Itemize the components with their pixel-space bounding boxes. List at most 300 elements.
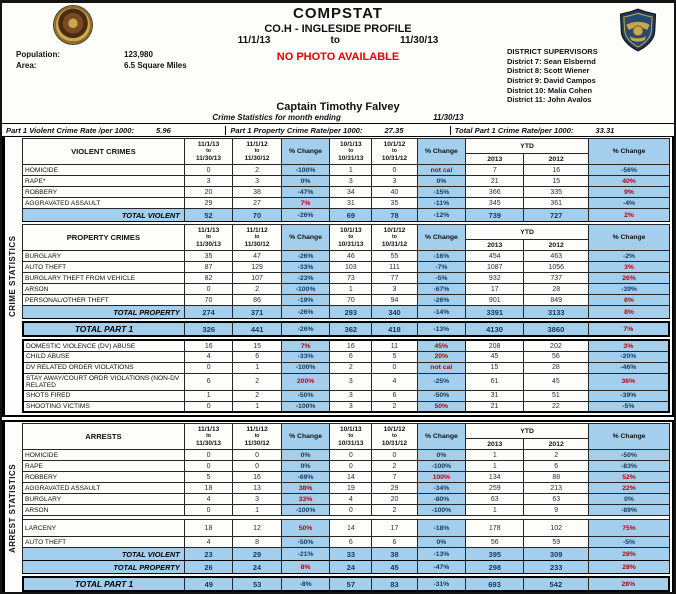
- stat-cell: 345: [466, 198, 524, 209]
- stat-cell: 3133: [524, 306, 589, 319]
- stat-cell: 17: [466, 284, 524, 295]
- stat-cell: 1087: [466, 262, 524, 273]
- pct-change-cell: -19%: [281, 295, 330, 306]
- stat-cell: 366: [466, 187, 524, 198]
- stat-cell: 6: [372, 390, 417, 401]
- table-row: [23, 450, 670, 461]
- stat-cell: 441: [233, 322, 281, 336]
- pct-change-cell: 3%: [588, 340, 669, 351]
- captain-name: Captain Timothy Falvey: [276, 101, 400, 114]
- pct-change-cell: -100%: [417, 505, 466, 516]
- stat-cell: 24: [233, 561, 282, 574]
- table-row: [23, 351, 669, 362]
- stat-cell: 3: [372, 176, 417, 187]
- stat-cell: 1: [330, 165, 372, 176]
- month-ending-date: 11/30/13: [433, 113, 464, 123]
- stat-cell: 13: [233, 483, 282, 494]
- stat-cell: 932: [466, 273, 524, 284]
- stat-cell: 70: [184, 295, 233, 306]
- pct-change-cell: -14%: [417, 306, 466, 319]
- pct-change-cell: 2%: [589, 209, 670, 222]
- table-row: [23, 362, 669, 373]
- pct-change-cell: -100%: [281, 284, 330, 295]
- pct-change-cell: 0%: [281, 450, 330, 461]
- section-title-cell: PROPERTY CRIMES: [23, 225, 185, 251]
- stat-cell: 22: [524, 401, 589, 412]
- date-range-column-header: 11/1/13 to 11/30/13: [184, 139, 233, 165]
- total-rate-label: Total Part 1 Crime Rate/per 1000:: [454, 125, 574, 135]
- month-ending-line: [2, 113, 674, 123]
- ytd-header: YTD: [466, 225, 589, 240]
- ytd-header: YTD: [466, 424, 589, 439]
- stat-cell: 0: [184, 450, 233, 461]
- stat-cell: 293: [330, 306, 372, 319]
- row-label: BURGLARY: [23, 494, 185, 505]
- stat-cell: 3: [233, 176, 282, 187]
- pct-change-cell: 33%: [281, 494, 330, 505]
- stat-cell: 34: [330, 187, 372, 198]
- pct-change-cell: -100%: [281, 165, 330, 176]
- pct-change-cell: 38%: [281, 483, 330, 494]
- month-ending-label: Crime Statistics for month ending: [212, 113, 341, 123]
- row-label: LARCENY: [23, 520, 185, 537]
- table-row: [23, 505, 670, 516]
- stat-cell: 33: [330, 548, 372, 561]
- row-label: TOTAL PART 1: [23, 577, 185, 591]
- ytd-header: YTD: [466, 139, 589, 154]
- stat-cell: 31: [465, 390, 523, 401]
- pct-change-header: % Change: [417, 139, 466, 165]
- crime-statistics-vertical-label: CRIME STATISTICS: [4, 137, 20, 415]
- supervisor-item: District 9: David Campos: [507, 76, 596, 86]
- stat-cell: 15: [465, 362, 523, 373]
- date-range-column-header: 10/1/12 to 10/31/12: [372, 424, 417, 450]
- pct-change-cell: 50%: [417, 401, 465, 412]
- date-range-column-header: 10/1/13 to 10/31/13: [330, 225, 372, 251]
- pct-change-cell: -50%: [281, 537, 330, 548]
- pct-change-cell: -39%: [588, 390, 669, 401]
- stat-cell: 0: [185, 362, 233, 373]
- crime-rates-bar: [2, 123, 674, 137]
- stat-cell: 134: [466, 472, 524, 483]
- stat-cell: 12: [233, 520, 282, 537]
- stat-cell: 94: [372, 295, 417, 306]
- date-range-column-header: 11/1/12 to 11/30/12: [233, 424, 282, 450]
- stat-cell: 6: [330, 537, 372, 548]
- pct-change-cell: 22%: [589, 483, 670, 494]
- stat-cell: 2: [233, 390, 281, 401]
- stat-cell: 70: [233, 209, 282, 222]
- report-subtitle: CO.H - INGLESIDE PROFILE: [264, 22, 412, 35]
- total-rate: [450, 126, 674, 135]
- stat-cell: 46: [330, 251, 372, 262]
- pct-change-cell: 28%: [588, 577, 669, 591]
- pct-change-header: % Change: [281, 225, 330, 251]
- stat-cell: 56: [466, 537, 524, 548]
- stat-cell: 274: [184, 306, 233, 319]
- stat-cell: 87: [184, 262, 233, 273]
- pct-change-cell: 36%: [588, 373, 669, 390]
- row-label: STAY AWAY/COURT ORDR VIOLATIONS (NON-DV RELATED: [23, 373, 185, 390]
- table-row: [23, 165, 670, 176]
- row-label: SHOOTING VICTIMS: [23, 401, 185, 412]
- stat-cell: 69: [330, 209, 372, 222]
- stat-cell: 6: [233, 351, 281, 362]
- row-label: TOTAL VIOLENT: [23, 548, 185, 561]
- stat-cell: 0: [330, 461, 372, 472]
- pct-change-cell: 7%: [588, 322, 669, 336]
- stat-cell: 73: [330, 273, 372, 284]
- stat-cell: 1: [466, 505, 524, 516]
- pct-change-cell: 0%: [281, 176, 330, 187]
- row-label: AUTO THEFT: [23, 262, 185, 273]
- stat-cell: 16: [185, 340, 233, 351]
- table-row: [23, 548, 670, 561]
- row-label: ROBBERY: [23, 187, 185, 198]
- stat-cell: 59: [524, 537, 589, 548]
- stat-cell: 1: [330, 284, 372, 295]
- stat-cell: 86: [233, 295, 282, 306]
- pct-change-header: % Change: [281, 424, 330, 450]
- pct-change-cell: 50%: [281, 520, 330, 537]
- arrests-table: [22, 423, 670, 574]
- stat-cell: 2: [372, 505, 417, 516]
- stat-cell: 178: [466, 520, 524, 537]
- stat-cell: 361: [524, 198, 589, 209]
- stat-cell: 16: [330, 340, 372, 351]
- pct-change-cell: -16%: [417, 251, 466, 262]
- ytd-2012-header: 2012: [524, 439, 589, 450]
- stat-cell: 0: [185, 401, 233, 412]
- pct-change-cell: 0%: [417, 176, 466, 187]
- pct-change-cell: -23%: [281, 273, 330, 284]
- stat-cell: 463: [524, 251, 589, 262]
- table-header-row: [23, 424, 670, 439]
- row-label: AUTO THEFT: [23, 537, 185, 548]
- violent-rate-value: 5.96: [156, 125, 171, 135]
- arrest-statistics-section: [2, 420, 674, 594]
- property-rate: [225, 126, 449, 135]
- stat-cell: 70: [330, 295, 372, 306]
- stat-cell: 395: [466, 548, 524, 561]
- stat-cell: 53: [233, 577, 281, 591]
- pct-change-cell: -2%: [589, 251, 670, 262]
- stat-cell: 2: [233, 373, 281, 390]
- stat-cell: 4: [185, 351, 233, 362]
- pct-change-cell: -11%: [417, 198, 466, 209]
- table-row: [23, 472, 670, 483]
- stat-cell: 208: [465, 340, 523, 351]
- date-range-column-header: 10/1/12 to 10/31/12: [372, 225, 417, 251]
- stat-cell: 77: [372, 273, 417, 284]
- stat-cell: 1056: [524, 262, 589, 273]
- stat-cell: 63: [466, 494, 524, 505]
- pct-change-cell: 52%: [589, 472, 670, 483]
- stat-cell: 7: [466, 165, 524, 176]
- stat-cell: 6: [330, 351, 372, 362]
- pct-change-cell: -5%: [588, 401, 669, 412]
- stat-cell: 14: [330, 472, 372, 483]
- date-from: 11/1/13: [237, 35, 271, 47]
- district-supervisors-block: [507, 47, 598, 105]
- row-label: TOTAL VIOLENT: [23, 209, 185, 222]
- row-label: AGGRAVATED ASSAULT: [23, 198, 185, 209]
- stat-cell: 298: [466, 561, 524, 574]
- row-label: RAPE: [23, 461, 185, 472]
- table-row: [23, 322, 669, 336]
- pct-change-cell: 28%: [589, 561, 670, 574]
- stat-cell: 28: [524, 284, 589, 295]
- stat-cell: 0: [233, 450, 282, 461]
- table-row: [23, 262, 670, 273]
- police-badge-icon: [618, 8, 658, 52]
- stat-cell: 0: [184, 505, 233, 516]
- arrest-total-part1-table: [22, 576, 670, 592]
- stat-cell: 29: [372, 483, 417, 494]
- section-title-cell: VIOLENT CRIMES: [23, 139, 185, 165]
- stat-cell: 542: [524, 577, 589, 591]
- stat-cell: 31: [330, 198, 372, 209]
- report-date-range: [2, 35, 674, 46]
- row-label: HOMICIDE: [23, 450, 185, 461]
- pct-change-cell: -26%: [281, 322, 329, 336]
- pct-change-cell: 28%: [589, 548, 670, 561]
- stat-cell: 7: [372, 472, 417, 483]
- stat-cell: 340: [372, 306, 417, 319]
- pct-change-cell: -50%: [281, 390, 329, 401]
- stat-cell: 1: [466, 450, 524, 461]
- date-to-label: to: [330, 35, 340, 47]
- stat-cell: 213: [524, 483, 589, 494]
- stat-cell: 309: [524, 548, 589, 561]
- section-title-cell: ARRESTS: [23, 424, 185, 450]
- stat-cell: 0: [233, 461, 282, 472]
- stat-cell: 2: [233, 284, 282, 295]
- pct-change-cell: -56%: [589, 165, 670, 176]
- supervisor-item: District 8: Scott Wiener: [507, 66, 590, 76]
- row-label: AGGRAVATED ASSAULT: [23, 483, 185, 494]
- pct-change-cell: 20%: [417, 351, 465, 362]
- pct-change-cell: -25%: [417, 373, 465, 390]
- stat-cell: 78: [372, 209, 417, 222]
- pct-change-cell: 0%: [281, 461, 330, 472]
- supervisor-item: District 10: Malia Cohen: [507, 85, 593, 95]
- stat-cell: 56: [524, 351, 589, 362]
- stat-cell: 61: [465, 373, 523, 390]
- stat-cell: 26: [184, 561, 233, 574]
- stat-cell: 3: [372, 284, 417, 295]
- table-row: [23, 251, 670, 262]
- stat-cell: 38: [233, 187, 282, 198]
- table-row: [23, 187, 670, 198]
- stat-cell: 28: [524, 362, 589, 373]
- pct-change-cell: -47%: [281, 187, 330, 198]
- stat-cell: 83: [372, 577, 417, 591]
- stat-cell: 1: [233, 505, 282, 516]
- row-label: SHOTS FIRED: [23, 390, 185, 401]
- pct-change-cell: 100%: [417, 472, 466, 483]
- stat-cell: 849: [524, 295, 589, 306]
- stat-cell: 3: [330, 390, 372, 401]
- pct-change-cell: not cal: [417, 165, 466, 176]
- pct-change-cell: -26%: [281, 251, 330, 262]
- table-header-row: [23, 225, 670, 240]
- stat-cell: 40: [372, 187, 417, 198]
- pct-change-cell: 6%: [589, 295, 670, 306]
- pct-change-header: % Change: [589, 424, 670, 450]
- stat-cell: 202: [524, 340, 589, 351]
- ytd-2012-header: 2012: [524, 240, 589, 251]
- stat-cell: 18: [184, 520, 233, 537]
- table-row: [23, 577, 669, 591]
- supervisor-item: District 7: Sean Elsbernd: [507, 56, 596, 66]
- violent-crimes-table: [22, 138, 670, 222]
- row-label: DOMESTIC VIOLENCE (DV) ABUSE: [23, 340, 185, 351]
- ytd-2013-header: 2013: [466, 240, 524, 251]
- pct-change-cell: -5%: [589, 537, 670, 548]
- stat-cell: 15: [233, 340, 281, 351]
- stat-cell: 63: [524, 494, 589, 505]
- arrest-tables-container: [20, 422, 672, 594]
- pct-change-cell: 7%: [281, 340, 329, 351]
- table-row: [23, 561, 670, 574]
- population-value: 123,980: [124, 50, 153, 60]
- stat-cell: 52: [184, 209, 233, 222]
- pct-change-cell: 40%: [589, 176, 670, 187]
- population-label: Population:: [16, 50, 60, 60]
- stat-cell: 57: [330, 577, 372, 591]
- stat-cell: 8: [233, 537, 282, 548]
- stat-cell: 17: [372, 520, 417, 537]
- pct-change-cell: -34%: [417, 483, 466, 494]
- stat-cell: 2: [372, 401, 417, 412]
- crime-total-part1-table: [22, 321, 670, 337]
- stat-cell: 18: [184, 483, 233, 494]
- stat-cell: 16: [233, 472, 282, 483]
- stat-cell: 5: [372, 351, 417, 362]
- date-range-column-header: 11/1/12 to 11/30/12: [233, 225, 282, 251]
- pct-change-cell: -67%: [417, 284, 466, 295]
- stat-cell: 326: [185, 322, 233, 336]
- stat-cell: 3391: [466, 306, 524, 319]
- stat-cell: 24: [330, 561, 372, 574]
- pct-change-cell: -100%: [417, 461, 466, 472]
- pct-change-cell: -83%: [589, 461, 670, 472]
- stat-cell: 51: [524, 390, 589, 401]
- table-row: [23, 295, 670, 306]
- supervisors-title: DISTRICT SUPERVISORS: [507, 47, 598, 57]
- row-label: TOTAL PROPERTY: [23, 306, 185, 319]
- stat-cell: 16: [524, 165, 589, 176]
- stat-cell: 727: [524, 209, 589, 222]
- pct-change-cell: -13%: [417, 322, 465, 336]
- date-range-column-header: 10/1/13 to 10/31/13: [330, 139, 372, 165]
- row-label: TOTAL PART 1: [23, 322, 185, 336]
- pct-change-cell: -80%: [417, 494, 466, 505]
- stat-cell: 5: [184, 472, 233, 483]
- stat-cell: 371: [233, 306, 282, 319]
- violent-rate-label: Part 1 Violent Crime Rate /per 1000:: [6, 125, 135, 135]
- table-header-row: [23, 139, 670, 154]
- pct-change-cell: -100%: [281, 401, 329, 412]
- supervisor-item: District 11: John Avalos: [507, 95, 592, 105]
- pct-change-cell: -7%: [417, 262, 466, 273]
- stat-cell: 233: [524, 561, 589, 574]
- stat-cell: 0: [372, 450, 417, 461]
- pct-change-cell: -15%: [417, 187, 466, 198]
- date-range-column-header: 10/1/12 to 10/31/12: [372, 139, 417, 165]
- pct-change-cell: -21%: [281, 548, 330, 561]
- pct-change-cell: 26%: [589, 273, 670, 284]
- stat-cell: 2: [372, 461, 417, 472]
- stat-cell: 3: [233, 494, 282, 505]
- stat-cell: 0: [330, 505, 372, 516]
- pct-change-header: % Change: [589, 225, 670, 251]
- stat-cell: 45: [465, 351, 523, 362]
- property-rate-value: 27.35: [384, 125, 404, 135]
- stat-cell: 1: [185, 390, 233, 401]
- date-range-column-header: 11/1/13 to 11/30/13: [184, 225, 233, 251]
- pct-change-cell: -4%: [589, 198, 670, 209]
- pct-change-cell: -100%: [281, 362, 329, 373]
- stat-cell: 4: [372, 373, 417, 390]
- row-label: CHILD ABUSE: [23, 351, 185, 362]
- pct-change-cell: not cal: [417, 362, 465, 373]
- stat-cell: 3: [330, 401, 372, 412]
- stat-cell: 129: [233, 262, 282, 273]
- stat-cell: 0: [372, 362, 417, 373]
- table-row: [23, 209, 670, 222]
- arrest-statistics-vertical-label: ARREST STATISTICS: [4, 422, 20, 594]
- table-row: [23, 176, 670, 187]
- no-photo-notice: NO PHOTO AVAILABLE: [276, 51, 400, 64]
- row-label: BURGLARY THEFT FROM VEHICLE: [23, 273, 185, 284]
- stat-cell: 38: [372, 548, 417, 561]
- stat-cell: 45: [524, 373, 589, 390]
- pct-change-cell: 75%: [589, 520, 670, 537]
- report-title: COMPSTAT: [293, 5, 383, 22]
- stat-cell: 27: [233, 198, 282, 209]
- stat-cell: 4: [184, 494, 233, 505]
- stat-cell: 3860: [524, 322, 589, 336]
- stat-cell: 6: [372, 537, 417, 548]
- date-to: 11/30/13: [399, 35, 439, 47]
- stat-cell: 3: [330, 176, 372, 187]
- pct-change-cell: -50%: [589, 450, 670, 461]
- stat-cell: 2: [233, 165, 282, 176]
- pct-change-cell: -12%: [417, 209, 466, 222]
- pct-change-cell: -20%: [588, 351, 669, 362]
- pct-change-cell: -18%: [417, 520, 466, 537]
- pct-change-cell: -26%: [281, 209, 330, 222]
- stat-cell: 454: [466, 251, 524, 262]
- city-seal-icon: [54, 6, 92, 44]
- row-label: ARSON: [23, 284, 185, 295]
- ytd-2013-header: 2013: [466, 154, 524, 165]
- pct-change-cell: 45%: [417, 340, 465, 351]
- pct-change-cell: 0%: [589, 494, 670, 505]
- ytd-2013-header: 2013: [466, 439, 524, 450]
- pct-change-header: % Change: [417, 424, 466, 450]
- stat-cell: 418: [372, 322, 417, 336]
- stat-cell: 4: [330, 494, 372, 505]
- stat-cell: 35: [184, 251, 233, 262]
- violent-rate: [2, 126, 225, 135]
- date-range-column-header: 10/1/13 to 10/31/13: [330, 424, 372, 450]
- stat-cell: 1: [233, 401, 281, 412]
- pct-change-cell: 3%: [589, 262, 670, 273]
- stat-cell: 3: [184, 176, 233, 187]
